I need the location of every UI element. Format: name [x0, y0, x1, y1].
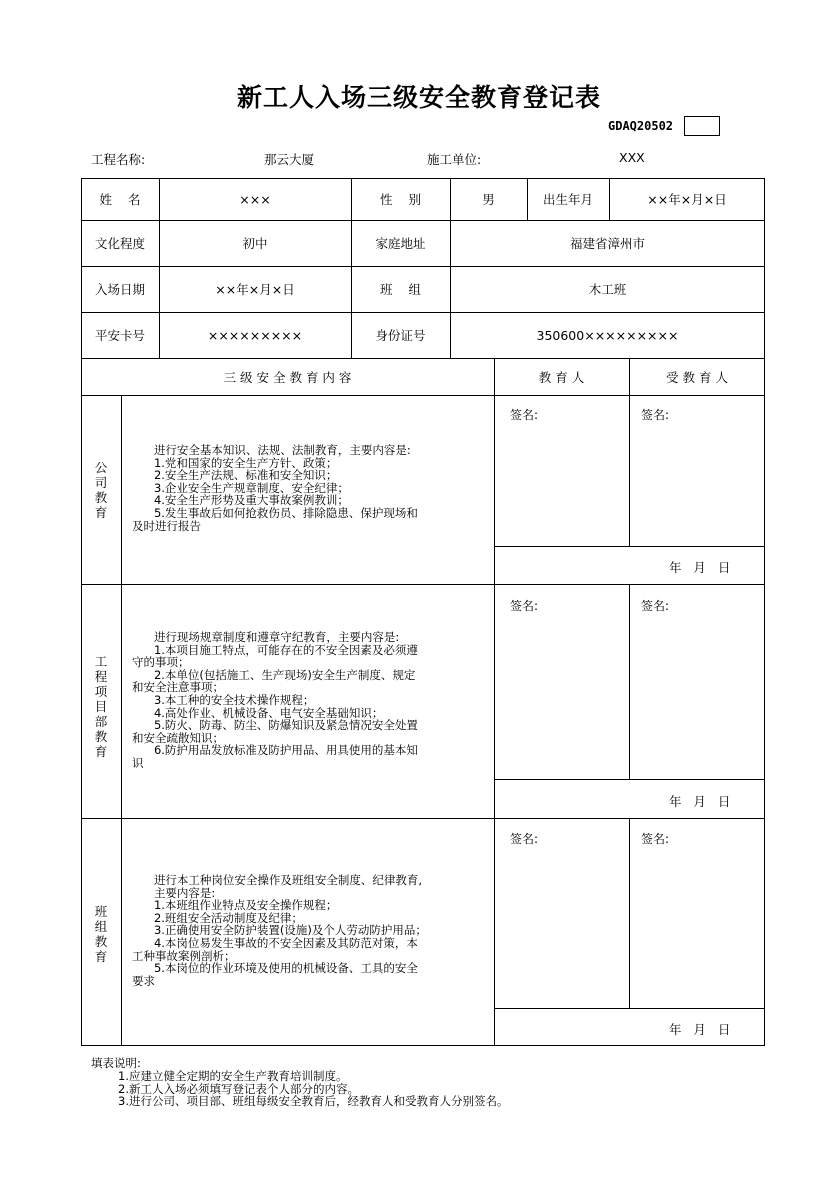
registration-table: [81, 178, 765, 1046]
page-title: 新工人入场三级安全教育登记表: [236, 83, 601, 112]
section-content-team: 进行本工种岗位安全操作及班组安全制度、纪律教育, 主要内容是: 1.本班组作业特点及安全操作规程； 2.班组安全活动制度及纪律； 3.正确使用安全防护装置(设施)及个人劳动防护用品； 4.本岗位易发生事故的不安全因素及其防范对策，本 工种事故案例剖析； 5.本岗位的作业环境及使用的机械设备、工具的安全 要求: [132, 873, 427, 988]
date-company[interactable]: 年 月 日: [669, 560, 731, 575]
name-value[interactable]: ×××: [239, 191, 271, 207]
note-item: 2.新工人入场必须填写登记表个人部分的内容。: [118, 1081, 359, 1096]
entry-date-value[interactable]: ××年×月×日: [215, 282, 295, 297]
construction-unit-label: 施工单位:: [427, 152, 482, 167]
team-label: 班 组: [380, 282, 421, 297]
project-name-label: 工程名称:: [91, 152, 146, 167]
section-label-team: 班组教育: [94, 904, 108, 964]
education-value[interactable]: 初中: [242, 236, 268, 251]
notes-title: 填表说明:: [91, 1056, 141, 1070]
notes: [91, 1057, 508, 1108]
educatee-signature-project[interactable]: 签名:: [641, 599, 670, 613]
safety-card-label: 平安卡号: [94, 328, 145, 343]
section-content-project: 进行现场规章制度和遵章守纪教育，主要内容是: 1.本项目施工特点，可能存在的不安全因素及必须遵 守的事项； 2.本单位(包括施工、生产现场)安全生产制度、规定 和安全注意事项； 3.本工种的安全技术操作规程； 4.高处作业、机械设备、电气安全基础知识； 5.防火、防毒、防尘、防爆知识及紧急情况安全处置 和安全疏散知识； 6.防护用品发放标准及防护用品、用具使用的基本知 识: [132, 630, 418, 770]
educator-header: 教 育 人: [538, 369, 585, 385]
gender-label: 性 别: [380, 192, 421, 207]
birth-value[interactable]: ××年×月×日: [647, 192, 727, 207]
form-code: GDAQ20502: [608, 119, 674, 133]
educatee-signature-team[interactable]: 签名:: [641, 832, 670, 846]
address-label: 家庭地址: [375, 236, 426, 251]
address-value[interactable]: 福建省漳州市: [569, 236, 645, 251]
section-label-company: 公司教育: [94, 460, 108, 520]
name-label: 姓 名: [99, 192, 141, 207]
content-header: 三 级 安 全 教 育 内 容: [223, 369, 352, 385]
project-name-value: 那云大厦: [264, 152, 315, 167]
id-number-label: 身份证号: [375, 328, 426, 343]
id-number-value[interactable]: 350600×××××××××: [536, 327, 679, 343]
section-label-project: 工程项目部教育: [94, 654, 108, 759]
educatee-signature-company[interactable]: 签名:: [641, 408, 670, 422]
date-team[interactable]: 年 月 日: [669, 1022, 731, 1037]
birth-label: 出生年月: [542, 192, 593, 207]
educator-signature-team[interactable]: 签名:: [510, 832, 539, 846]
educator-signature-company[interactable]: 签名:: [510, 408, 539, 422]
section-content-company: 进行安全基本知识、法规、法制教育，主要内容是: 1.党和国家的安全生产方针、政策； 2.安全生产法规、标准和安全知识； 3.企业安全生产规章制度、安全纪律； 4.安全生产形势及重大事故案例教训； 5.发生事故后如何抢救伤员、排除隐患、保护现场和 及时进行报告: [132, 443, 418, 533]
note-item: 3.进行公司、项目部、班组每级安全教育后，经教育人和受教育人分别签名。: [118, 1094, 509, 1109]
construction-unit-value: XXX: [619, 150, 645, 165]
educator-signature-project[interactable]: 签名:: [510, 599, 539, 613]
form-code-box[interactable]: [684, 116, 720, 136]
date-project[interactable]: 年 月 日: [669, 794, 731, 809]
safety-card-value[interactable]: ×××××××××: [207, 327, 303, 343]
team-value[interactable]: 木工班: [588, 282, 627, 297]
education-label: 文化程度: [94, 236, 145, 251]
note-item: 1.应建立健全定期的安全生产教育培训制度。: [118, 1068, 348, 1083]
entry-date-label: 入场日期: [94, 282, 145, 297]
gender-value[interactable]: 男: [482, 192, 495, 207]
educatee-header: 受 教 育 人: [666, 369, 728, 385]
